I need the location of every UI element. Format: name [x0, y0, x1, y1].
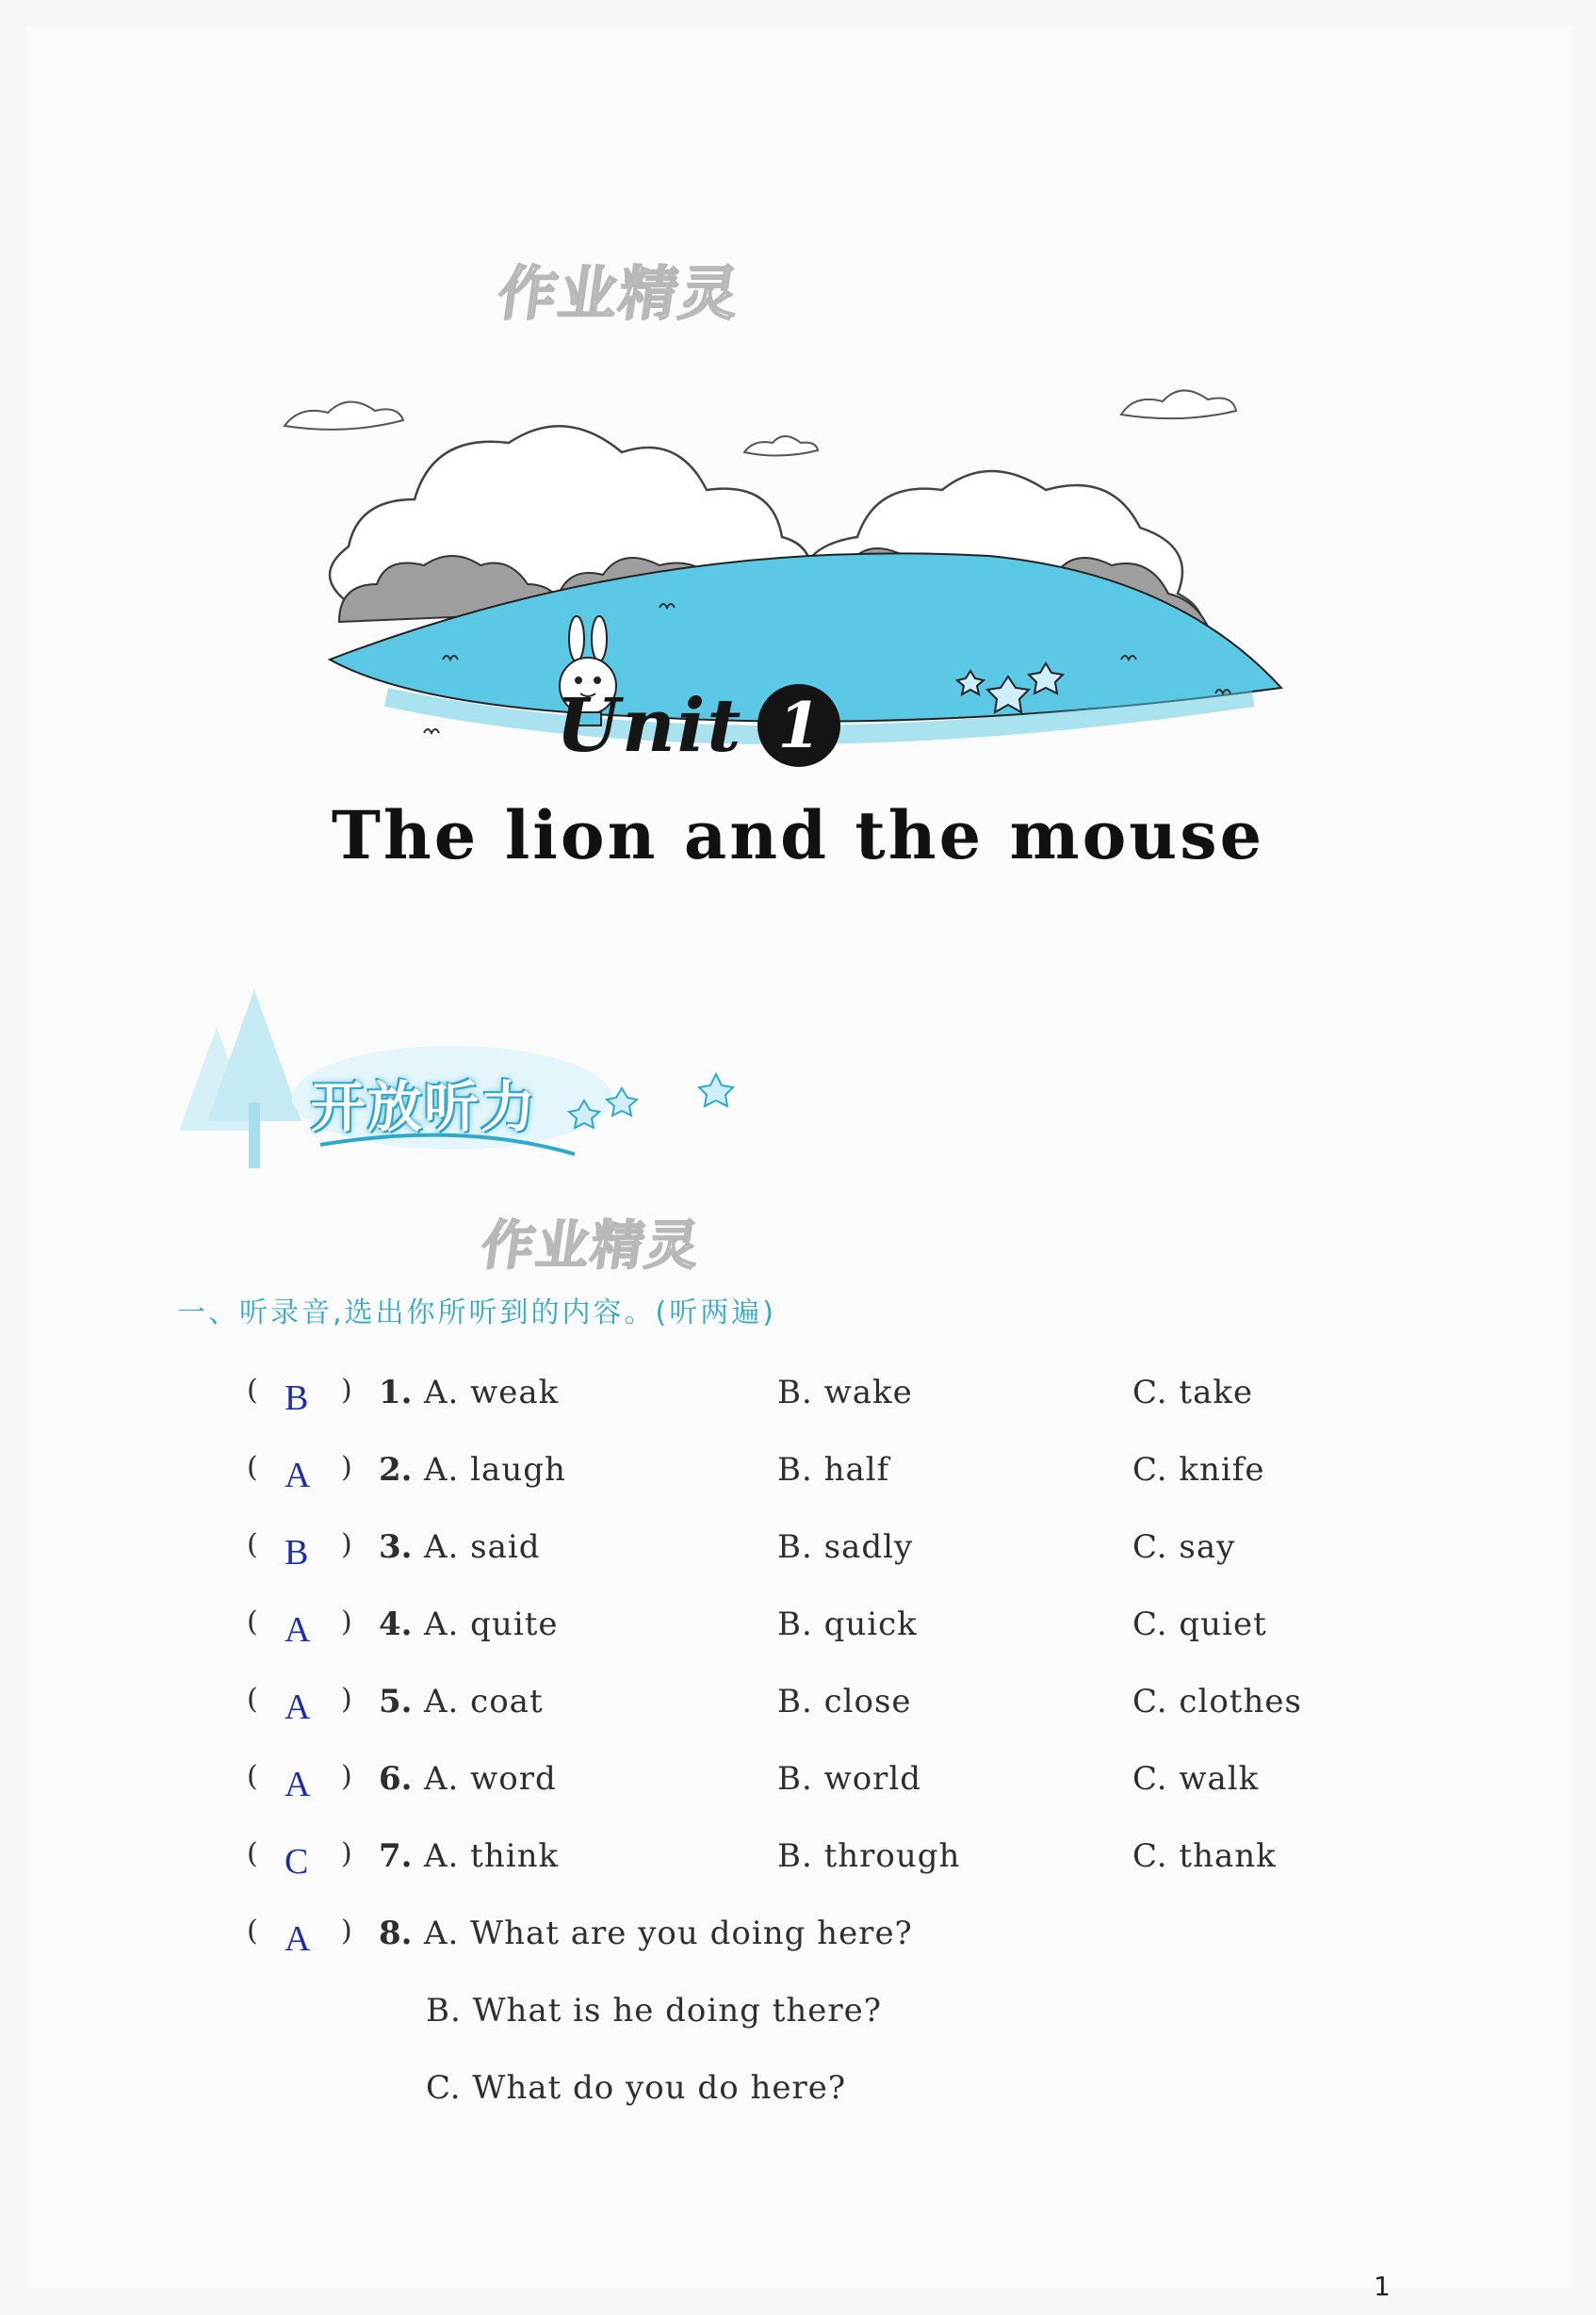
watermark-top: 作业精灵	[494, 259, 745, 328]
answer-mark: A	[285, 1610, 311, 1650]
question-number: 8.	[379, 1915, 413, 1952]
paren-open: (	[247, 1528, 258, 1561]
answer-mark: A	[285, 1456, 311, 1495]
option-b: B. close	[777, 1683, 912, 1720]
option-a: A. laugh	[424, 1451, 566, 1489]
answer-mark: A	[285, 1919, 311, 1959]
option-a: A. said	[424, 1528, 541, 1566]
option-a: A. weak	[424, 1374, 560, 1411]
question-number: 2.	[379, 1451, 413, 1489]
answer-mark: A	[285, 1687, 311, 1727]
paren-open: (	[247, 1606, 258, 1638]
option-c: C. walk	[1132, 1760, 1260, 1798]
option-a: A. word	[424, 1760, 557, 1798]
option-a: A. coat	[424, 1683, 544, 1720]
paren-close: )	[341, 1528, 352, 1561]
unit-word: Unit	[556, 682, 743, 769]
unit-number-badge: 1	[757, 684, 840, 767]
option-c: C. thank	[1132, 1837, 1277, 1875]
option-a: A. quite	[424, 1606, 559, 1643]
paren-open: (	[247, 1837, 258, 1870]
option-c: C. say	[1132, 1528, 1236, 1566]
option-a: A. What are you doing here?	[424, 1915, 913, 1952]
tree-icon	[179, 989, 301, 1168]
unit-title: The lion and the mouse	[331, 796, 1265, 874]
option-b: B. quick	[777, 1606, 918, 1643]
answer-mark: B	[285, 1378, 309, 1418]
option-c: C. What do you do here?	[426, 2069, 847, 2107]
question-number: 6.	[379, 1760, 413, 1798]
paren-open: (	[247, 1451, 258, 1484]
option-c: C. quiet	[1132, 1606, 1267, 1643]
question-number: 4.	[379, 1606, 413, 1643]
page-number: 1	[1374, 2271, 1391, 2302]
paren-close: )	[341, 1606, 352, 1638]
paren-close: )	[341, 1374, 352, 1407]
paren-open: (	[247, 1683, 258, 1716]
exercise-instruction: 一、听录音,选出你所听到的内容。(听两遍)	[177, 1296, 776, 1329]
paren-close: )	[341, 1837, 352, 1870]
option-a: A. think	[424, 1837, 560, 1875]
option-b: B. sadly	[777, 1528, 914, 1566]
option-c: C. take	[1132, 1374, 1254, 1411]
paren-open: (	[247, 1915, 258, 1948]
question-number: 7.	[379, 1837, 413, 1875]
question-number: 3.	[379, 1528, 413, 1566]
watermark-middle: 作业精灵	[477, 1215, 705, 1277]
paren-close: )	[341, 1760, 352, 1793]
option-b: B. wake	[777, 1374, 913, 1411]
paren-close: )	[341, 1915, 352, 1948]
option-b: B. world	[777, 1760, 922, 1798]
answer-mark: C	[285, 1842, 309, 1882]
paren-close: )	[341, 1451, 352, 1484]
answer-mark: A	[285, 1765, 311, 1804]
question-number: 5.	[379, 1683, 413, 1720]
paren-open: (	[247, 1374, 258, 1407]
unit-heading	[556, 674, 840, 777]
option-b: B. half	[777, 1451, 890, 1489]
paren-close: )	[341, 1683, 352, 1716]
answer-mark: B	[285, 1533, 309, 1573]
small-clouds	[285, 377, 1236, 456]
question-number: 1.	[379, 1374, 413, 1411]
option-c: C. knife	[1132, 1451, 1265, 1489]
option-b: B. What is he doing there?	[426, 1992, 883, 2030]
option-b: B. through	[777, 1837, 961, 1875]
option-c: C. clothes	[1132, 1683, 1302, 1720]
section-title: 开放听力	[311, 1075, 538, 1139]
paren-open: (	[247, 1760, 258, 1793]
